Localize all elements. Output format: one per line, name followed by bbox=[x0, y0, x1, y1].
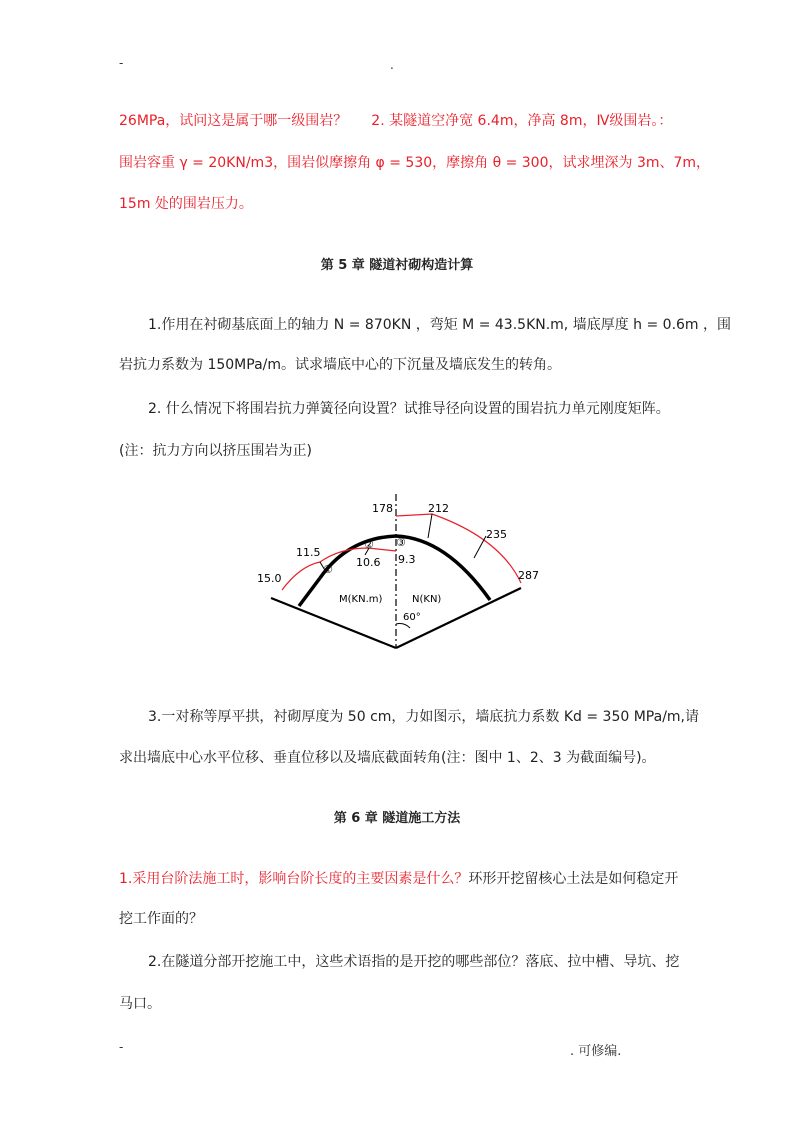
label-212: 212 bbox=[428, 502, 449, 515]
intro-line-1a: 26MPa，试问这是属于哪一级围岩？ bbox=[119, 113, 348, 129]
footer-left-mark: - bbox=[119, 1040, 124, 1054]
ch5-q3-line1: 3.一对称等厚平拱，衬砌厚度为 50 cm，力如图示，墙底抗力系数 Kd = 350 MPa/m,请 bbox=[148, 709, 700, 725]
label-178: 178 bbox=[372, 502, 393, 515]
label-axial: N(KN) bbox=[412, 594, 442, 605]
ch6-q2-line1: 2.在隧道分部开挖施工中，这些术语指的是开挖的哪些部位？落底、拉中槽、导坑、挖 bbox=[148, 954, 680, 970]
intro-line-1b: 2. 某隧道空净宽 6.4m，净高 8m，Ⅳ级围岩。： bbox=[371, 113, 673, 129]
tick-3 bbox=[474, 536, 486, 558]
section-1-marker: ① bbox=[323, 563, 333, 576]
intro-line-1 bbox=[119, 110, 672, 130]
left-radial bbox=[271, 598, 396, 648]
ch6-q1-red-part: 1.采用台阶法施工时，影响台阶长度的主要因素是什么？ bbox=[119, 871, 469, 887]
ch5-q2-line1: 2. 什么情况下将围岩抗力弹簧径向设置？试推导径向设置的围岩抗力单元刚度矩阵。 bbox=[148, 401, 670, 417]
label-11: 11.5 bbox=[296, 546, 321, 559]
footer-right-text: . 可修编. bbox=[570, 1044, 622, 1059]
intro-line-3: 15m 处的围岩压力。 bbox=[119, 196, 253, 212]
ch6-q1-line1 bbox=[119, 868, 678, 888]
axial-curve bbox=[396, 514, 521, 583]
header-left-mark: - bbox=[119, 56, 124, 70]
ch6-q1-rest: 环形开挖留核心土法是如何稳定开 bbox=[468, 871, 679, 887]
ch5-q3-line2: 求出墙底中心水平位移、垂直位移以及墙底截面转角(注：图中 1、2、3 为截面编号)。 bbox=[119, 750, 656, 766]
label-moment: M(KN.m) bbox=[339, 594, 383, 605]
section-3-marker: ③ bbox=[396, 536, 406, 549]
angle-arc bbox=[396, 624, 410, 629]
label-93: 9.3 bbox=[398, 553, 416, 566]
label-287: 287 bbox=[518, 569, 539, 582]
label-angle: 60° bbox=[403, 612, 421, 623]
ch6-q1-line2: 挖工作面的？ bbox=[119, 911, 203, 927]
label-15: 15.0 bbox=[257, 572, 282, 585]
ch5-q2-line2: (注：抗力方向以挤压围岩为正) bbox=[119, 443, 312, 459]
arch-force-figure bbox=[0, 490, 794, 670]
intro-line-2: 围岩容重 γ = 20KN/m3，围岩似摩擦角 φ = 530，摩擦角 θ = 300，试求埋深为 3m、7m， bbox=[119, 155, 711, 171]
ch5-q1-line2: 岩抗力系数为 150MPa/m。试求墙底中心的下沉量及墙底发生的转角。 bbox=[119, 357, 561, 373]
tick-2 bbox=[428, 514, 432, 538]
left-wall bbox=[299, 578, 320, 606]
chapter6-title: 第 6 章 隧道施工方法 bbox=[333, 811, 461, 826]
header-right-mark: . bbox=[390, 58, 394, 72]
ch6-q2-line2: 马口。 bbox=[119, 996, 161, 1012]
chapter5-title: 第 5 章 隧道衬砌构造计算 bbox=[320, 258, 474, 273]
label-106: 10.6 bbox=[356, 556, 381, 569]
ch5-q1-line1: 1.作用在衬砌基底面上的轴力 N = 870KN ，弯矩 M = 43.5KN.m, 墙底厚度 h = 0.6m ，围 bbox=[148, 317, 732, 333]
label-235: 235 bbox=[486, 528, 507, 541]
section-2-marker: ② bbox=[364, 538, 374, 551]
